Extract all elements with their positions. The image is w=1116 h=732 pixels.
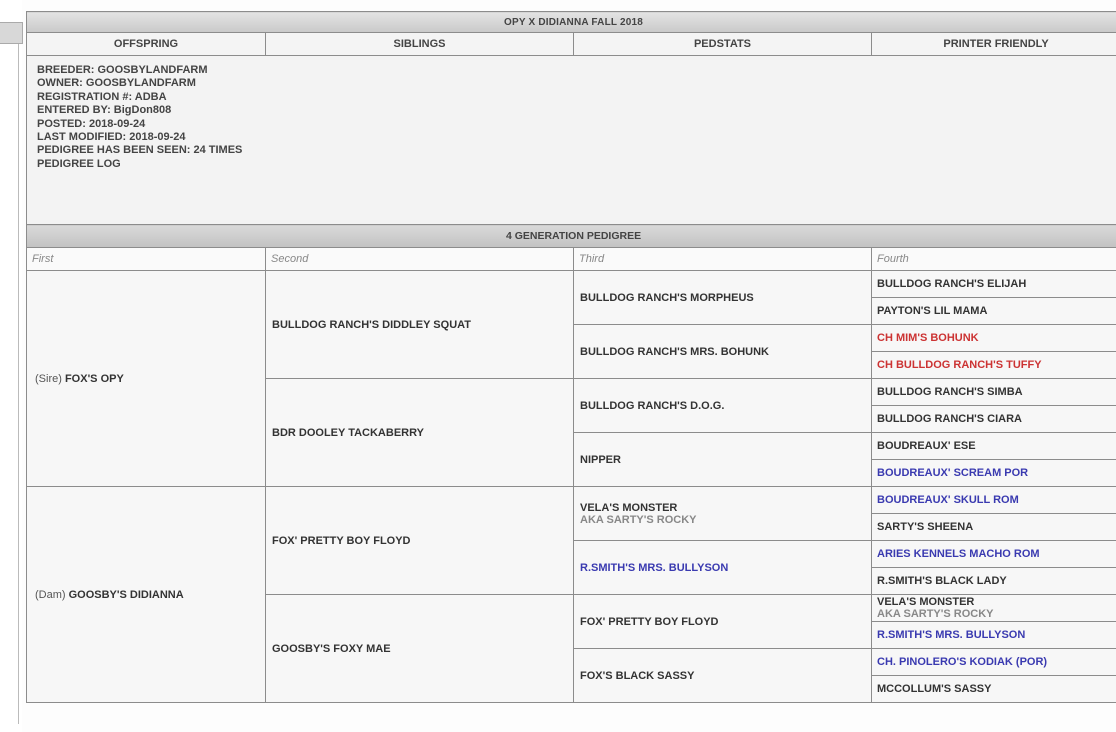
pedigree-tree-body xyxy=(27,271,1116,703)
sidebar-tab[interactable] xyxy=(0,22,23,44)
fourth-gen-cell xyxy=(872,487,1116,514)
fourth-gen-cell xyxy=(872,622,1116,649)
dog-name-link[interactable]: R.SMITH'S MRS. BULLYSON xyxy=(877,629,1026,641)
fourth-gen-cell xyxy=(872,676,1116,703)
fourth-gen-cell xyxy=(872,352,1116,379)
dog-name-link[interactable]: SARTY'S SHEENA xyxy=(877,521,974,533)
dog-name-link[interactable]: CH MIM'S BOHUNK xyxy=(877,332,979,344)
fourth-gen-cell xyxy=(872,595,1116,622)
left-sidebar-edge xyxy=(0,0,22,732)
dog-name-link[interactable]: CH BULLDOG RANCH'S TUFFY xyxy=(877,359,1042,371)
second-gen-cell xyxy=(266,271,574,379)
pedigree-summary-table xyxy=(26,11,1116,248)
dog-name-link[interactable]: GOOSBY'S DIDIANNA xyxy=(68,588,184,601)
dog-name-link[interactable]: BOUDREAUX' SCREAM POR xyxy=(877,467,1029,479)
gen-second-label: Second xyxy=(266,248,574,271)
pedigree-tree-table xyxy=(26,247,1116,703)
last-modified-line: LAST MODIFIED: 2018-09-24 xyxy=(37,131,186,144)
dog-name-link[interactable]: NIPPER xyxy=(580,453,621,466)
gen-fourth-label: Fourth xyxy=(872,248,1116,271)
fourth-gen-cell xyxy=(872,433,1116,460)
third-gen-cell xyxy=(574,379,872,433)
fourth-gen-cell xyxy=(872,271,1116,298)
dog-name-link[interactable]: GOOSBY'S FOXY MAE xyxy=(272,642,391,655)
aka-label: AKA SARTY'S ROCKY xyxy=(877,608,994,620)
dog-name-link[interactable]: MCCOLLUM'S SASSY xyxy=(877,683,992,695)
dog-name-link[interactable]: ARIES KENNELS MACHO ROM xyxy=(877,548,1040,560)
second-gen-cell xyxy=(266,379,574,487)
fourth-gen-cell xyxy=(872,298,1116,325)
dog-name-link[interactable]: BULLDOG RANCH'S D.O.G. xyxy=(580,399,725,412)
dog-name-link[interactable]: FOX'S BLACK SASSY xyxy=(580,669,695,682)
pedigree-container xyxy=(26,11,1116,703)
dog-name-link[interactable]: PAYTON'S LIL MAMA xyxy=(877,305,988,317)
pedigree-row xyxy=(27,271,1116,298)
parent-role-label: (Sire) xyxy=(35,372,65,385)
gen-first-label: First xyxy=(27,248,266,271)
pedigree-row xyxy=(27,487,1116,514)
dog-name-link[interactable]: BULLDOG RANCH'S CIARA xyxy=(877,413,1022,425)
dog-name-link[interactable]: BDR DOOLEY TACKABERRY xyxy=(272,426,424,439)
sire-cell xyxy=(27,271,266,487)
third-gen-cell xyxy=(574,541,872,595)
owner-line[interactable]: OWNER: GOOSBYLANDFARM xyxy=(37,77,196,90)
dog-name-link[interactable]: FOX'S OPY xyxy=(64,372,124,385)
fourth-gen-cell xyxy=(872,568,1116,595)
dog-name-link[interactable]: BOUDREAUX' SKULL ROM xyxy=(877,494,1019,506)
dog-name-link[interactable]: VELA'S MONSTER xyxy=(580,501,678,514)
fourth-gen-cell xyxy=(872,541,1116,568)
fourth-gen-cell xyxy=(872,406,1116,433)
fourth-gen-cell xyxy=(872,460,1116,487)
fourth-gen-cell xyxy=(872,325,1116,352)
third-gen-cell xyxy=(574,433,872,487)
dog-name-link[interactable]: R.SMITH'S BLACK LADY xyxy=(877,575,1007,587)
second-gen-cell xyxy=(266,595,574,703)
generation-pedigree-header: 4 GENERATION PEDIGREE xyxy=(27,225,1116,248)
nav-siblings[interactable]: SIBLINGS xyxy=(266,33,574,56)
third-gen-cell xyxy=(574,649,872,703)
nav-printer-friendly[interactable]: PRINTER FRIENDLY xyxy=(872,33,1116,56)
dog-name-link[interactable]: BULLDOG RANCH'S ELIJAH xyxy=(877,278,1027,290)
sidebar-divider xyxy=(18,44,19,724)
dog-name-link[interactable]: BULLDOG RANCH'S DIDDLEY SQUAT xyxy=(272,318,471,331)
dog-name-link[interactable]: BOUDREAUX' ESE xyxy=(877,440,976,452)
nav-pedstats[interactable]: PEDSTATS xyxy=(574,33,872,56)
parent-role-label: (Dam) xyxy=(35,588,69,601)
dog-name-link[interactable]: VELA'S MONSTER xyxy=(877,596,975,608)
dog-name-link[interactable]: R.SMITH'S MRS. BULLYSON xyxy=(580,561,729,574)
dog-name-link[interactable]: CH. PINOLERO'S KODIAK (POR) xyxy=(877,656,1048,668)
breeder-line[interactable]: BREEDER: GOOSBYLANDFARM xyxy=(37,64,208,76)
third-gen-cell xyxy=(574,325,872,379)
seen-count-line: PEDIGREE HAS BEEN SEEN: 24 TIMES xyxy=(37,144,243,157)
second-gen-cell xyxy=(266,487,574,595)
third-gen-cell xyxy=(574,595,872,649)
dog-name-link[interactable]: BULLDOG RANCH'S MRS. BOHUNK xyxy=(580,345,769,358)
fourth-gen-cell xyxy=(872,379,1116,406)
dog-name-link[interactable]: BULLDOG RANCH'S SIMBA xyxy=(877,386,1023,398)
dog-name-link[interactable]: FOX' PRETTY BOY FLOYD xyxy=(272,534,411,547)
entered-by-line[interactable]: ENTERED BY: BigDon808 xyxy=(37,104,172,117)
third-gen-cell xyxy=(574,271,872,325)
gen-third-label: Third xyxy=(574,248,872,271)
posted-line: POSTED: 2018-09-24 xyxy=(37,117,146,130)
third-gen-cell xyxy=(574,487,872,541)
fourth-gen-cell xyxy=(872,649,1116,676)
pedigree-log-link[interactable]: PEDIGREE LOG xyxy=(37,157,121,170)
aka-label: AKA SARTY'S ROCKY xyxy=(580,513,697,526)
pedigree-info-panel xyxy=(27,56,1116,225)
page-title: OPY X DIDIANNA FALL 2018 xyxy=(27,12,1116,33)
dog-name-link[interactable]: FOX' PRETTY BOY FLOYD xyxy=(580,615,719,628)
fourth-gen-cell xyxy=(872,514,1116,541)
registration-line: REGISTRATION #: ADBA xyxy=(37,90,167,103)
dam-cell xyxy=(27,487,266,703)
dog-name-link[interactable]: BULLDOG RANCH'S MORPHEUS xyxy=(580,291,754,304)
nav-offspring[interactable]: OFFSPRING xyxy=(27,33,266,56)
